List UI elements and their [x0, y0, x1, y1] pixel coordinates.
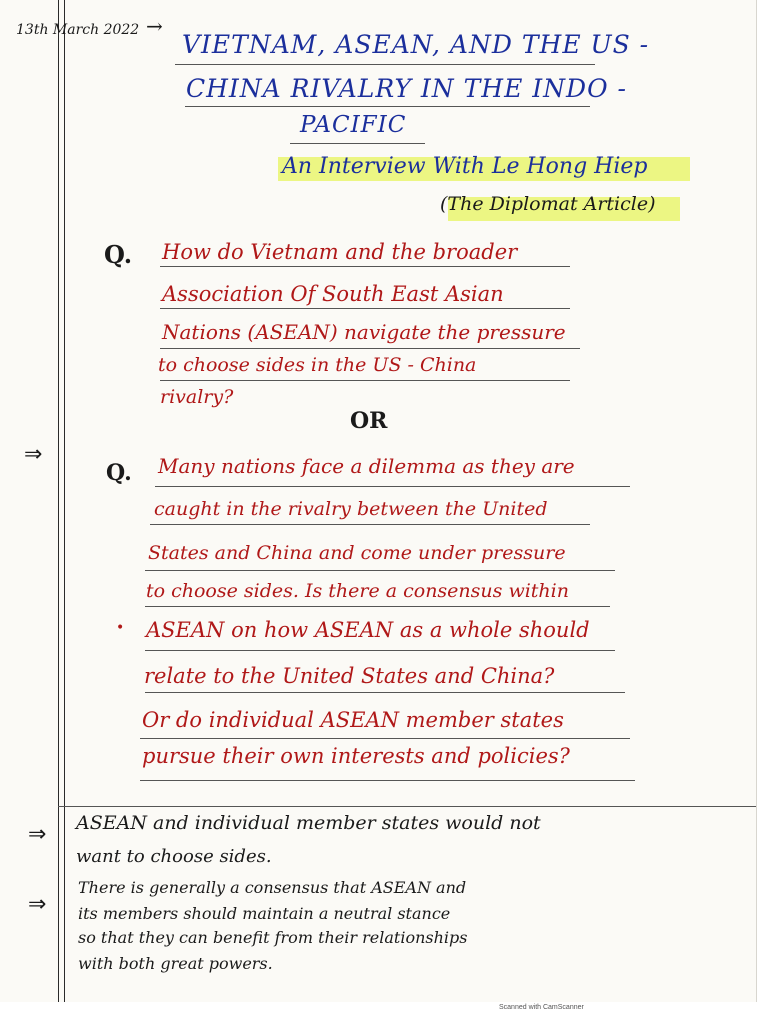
section-divider — [58, 806, 756, 807]
question-2-line: Many nations face a dilemma as they are — [158, 454, 575, 478]
question-1-line: Nations (ASEAN) navigate the pressure — [162, 320, 566, 344]
or-label: OR — [350, 408, 388, 434]
title-line-3: PACIFIC — [300, 112, 407, 138]
rule-line — [145, 606, 610, 607]
rule-line — [145, 650, 615, 651]
source-label: (The Diplomat Article) — [440, 193, 656, 215]
implies-arrow-icon: ⇒ — [24, 442, 43, 467]
question-2-line: Or do individual ASEAN member states — [142, 708, 564, 732]
question-1-line: to choose sides in the US - China — [158, 354, 477, 376]
question-1-line: Association Of South East Asian — [162, 282, 504, 306]
rule-line — [140, 738, 630, 739]
rule-line — [290, 143, 425, 144]
answer-1-line: ASEAN and individual member states would not — [76, 812, 541, 834]
rule-line — [140, 780, 635, 781]
margin-line-inner — [64, 0, 65, 1002]
rule-line — [160, 266, 570, 267]
question-2-line: caught in the rivalry between the United — [154, 498, 548, 520]
title-line-1: VIETNAM, ASEAN, AND THE US - — [182, 30, 650, 59]
subtitle: An Interview With Le Hong Hiep — [282, 154, 648, 179]
answer-2-line: with both great powers. — [78, 954, 273, 973]
question-2-line: relate to the United States and China? — [144, 664, 555, 688]
question-1-line: rivalry? — [160, 386, 234, 408]
margin-line — [58, 0, 59, 1002]
answer-2-line: so that they can benefit from their relationships — [78, 928, 468, 947]
question-2-line: States and China and come under pressure — [148, 542, 566, 564]
implies-arrow-icon: ⇒ — [28, 892, 47, 917]
implies-arrow-icon: ⇒ — [28, 822, 47, 847]
rule-line — [155, 486, 630, 487]
date-label: 13th March 2022 — [16, 22, 140, 38]
bullet-dot: • — [116, 620, 125, 636]
title-line-2: CHINA RIVALRY IN THE INDO - — [186, 74, 627, 103]
rule-line — [160, 308, 570, 309]
rule-line — [175, 64, 595, 65]
answer-2-line: There is generally a consensus that ASEAN and — [78, 878, 467, 897]
rule-line — [145, 692, 625, 693]
date-arrow-icon: → — [146, 14, 163, 38]
rule-line — [185, 106, 590, 107]
question-2-line: pursue their own interests and policies? — [142, 744, 570, 768]
question-1-marker: Q. — [104, 240, 133, 269]
rule-line — [160, 348, 580, 349]
question-1-line: How do Vietnam and the broader — [162, 240, 518, 264]
scanner-watermark: Scanned with CamScanner — [499, 1004, 584, 1011]
answer-2-line: its members should maintain a neutral stance — [78, 904, 451, 923]
question-2-line: ASEAN on how ASEAN as a whole should — [146, 618, 590, 642]
question-2-line: to choose sides. Is there a consensus within — [146, 580, 569, 602]
question-2-marker: Q. — [106, 460, 132, 486]
rule-line — [160, 380, 570, 381]
rule-line — [150, 524, 590, 525]
rule-line — [145, 570, 615, 571]
answer-1-line: want to choose sides. — [76, 846, 272, 867]
